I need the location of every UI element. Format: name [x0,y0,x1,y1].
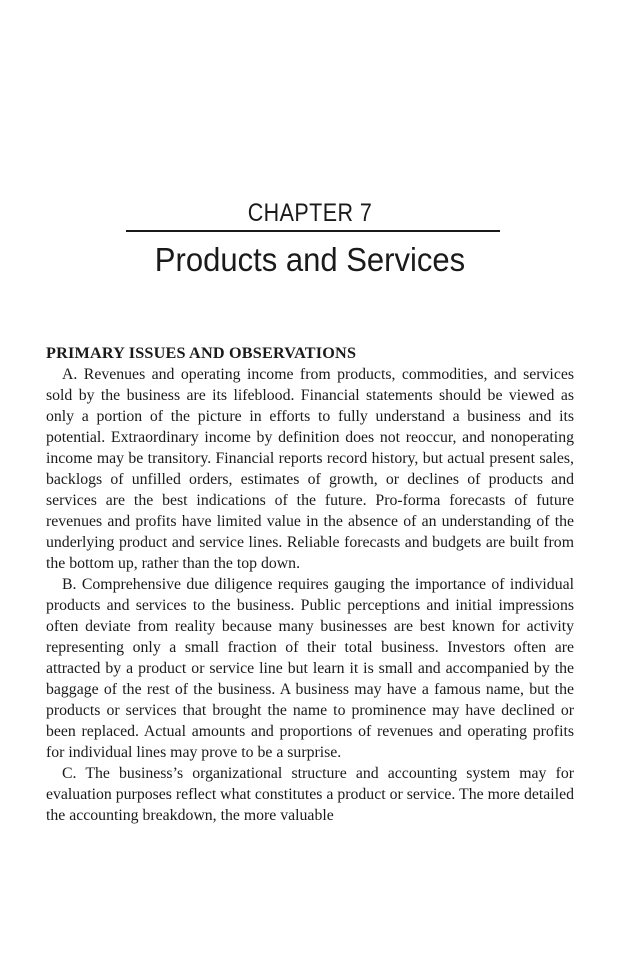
paragraph-b: B. Comprehensive due diligence requires gauging the importance of individual products and services to the business. Public perceptions and initial impressions often deviate from reality because many businesses are best known for activity representing only a small fraction of their total business. Investors often are attracted by a product or service line but learn it is small and accompanied by the baggage of the rest of the business. A business may have a famous name, but the products or services that brought the name to prominence may have declined or been replaced. Actual amounts and proportions of revenues and operating profits for individual lines may prove to be a surprise. [46,576,574,761]
paragraph-c: C. The business’s organizational structure and accounting system may for evaluation purposes reflect what constitutes a product or service. The more detailed the accounting breakdown, the more valuable [46,765,574,824]
chapter-body [46,343,574,826]
chapter-number: CHAPTER 7 [247,199,373,227]
section-heading: PRIMARY ISSUES AND OBSERVATIONS [46,344,357,362]
chapter-title: Products and Services [154,240,466,278]
chapter-rule [126,230,500,232]
paragraph-a: A. Revenues and operating income from products, commodities, and services sold by the business are its lifeblood. Financial statements should be viewed as only a portion of the picture in efforts to fully understand a business and its potential. Extraordinary income by definition does not reoccur, and nonoperating income may be transitory. Financial reports record history, but actual present sales, backlogs of unfilled orders, estimates of growth, or declines of products and services are the best indications of the future. Pro-forma forecasts of future revenues and profits have limited value in the absence of an understanding of the underlying product and service lines. Reliable forecasts and budgets are built from the bottom up, rather than the top down. [46,366,574,572]
chapter-header [120,196,500,282]
